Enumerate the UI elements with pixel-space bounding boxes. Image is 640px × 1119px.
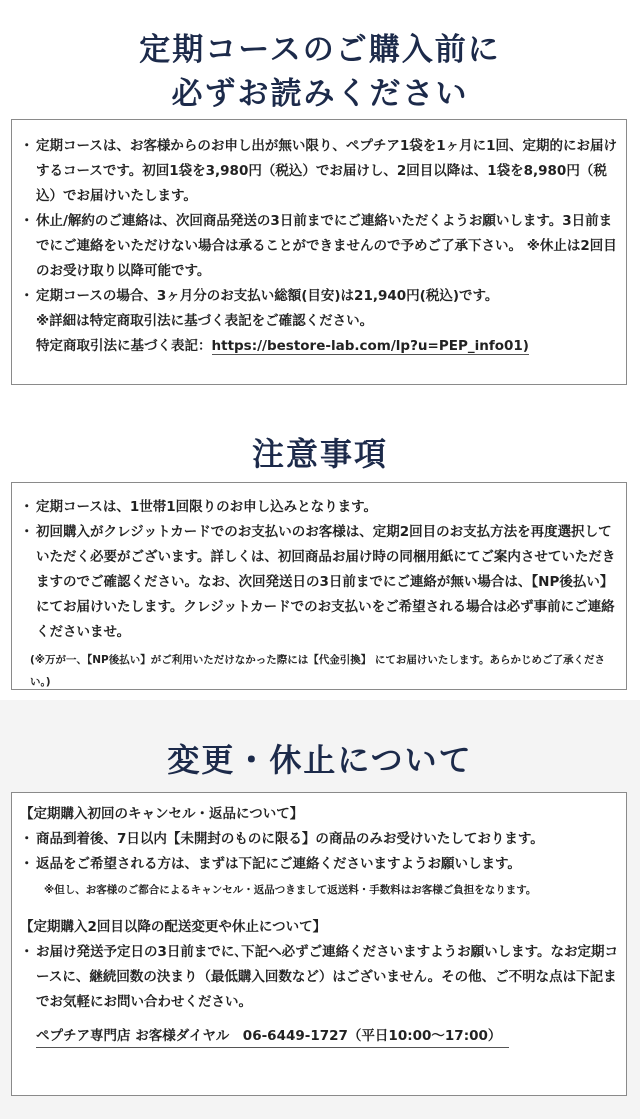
bullet: ・: [20, 831, 34, 847]
section2-box: [11, 482, 627, 690]
section1-box: [11, 119, 627, 385]
bullet: ・: [20, 944, 34, 960]
law-label: 特定商取引法に基づく表記：: [36, 338, 212, 354]
list-item: [20, 284, 620, 309]
section1-title-line1: 定期コースのご購入前に: [139, 32, 501, 68]
list-item: [20, 520, 620, 645]
list-item: [20, 209, 620, 284]
cancel-heading: 【定期購入初回のキャンセル・返品について】: [20, 806, 304, 822]
bullet: ・: [20, 288, 34, 304]
section2-small-note: (※万が一、【NP後払い】がご利用いただけなかった際には【代金引換】 にてお届けいたします。あらかじめご了承ください。): [30, 654, 606, 688]
detail-note: ※詳細は特定商取引法に基づく表記をご確認ください。: [36, 313, 374, 329]
item-text: 定期コースは、お客様からのお申し出が無い限り、ペプチア1袋を1ヶ月に1回、定期的にお届けするコースです。初回1袋を3,980円（税込）でお届けし、2回目以降は、1袋を8,980円（税込）でお届けいたします。: [36, 138, 618, 204]
section1-title: [0, 28, 640, 116]
spacer: [20, 901, 620, 915]
item-text: 休止/解約のご連絡は、次回商品発送の3日前までにご連絡いただくようお願いします。3日前までにご連絡をいただけない場合は承ることができませんので予めご了承下さい。 ※休止は2回目のお受け取り以降可能です。: [36, 213, 617, 279]
law-link[interactable]: https://bestore-lab.com/lp?u=PEP_info01): [211, 338, 529, 354]
item-text: 初回購入がクレジットカードでのお支払いのお客様は、定期2回目のお支払方法を再度選択していただく必要がございます。詳しくは、初回商品お届け時の同梱用紙にてご案内させていただきますのでご確認ください。なお、次回発送日の3日前までにご連絡が無い場合は、【NP後払い】にてお届けいたします。クレジットカードでのお支払いをご希望される場合は必ず事前にご連絡くださいませ。: [36, 524, 616, 640]
item-text: 返品をご希望される方は、まずは下記にご連絡くださいますようお願いします。: [36, 856, 521, 872]
list-item: [20, 940, 620, 1015]
list-item: [20, 134, 620, 209]
list-item: [20, 827, 620, 852]
list-item: [20, 852, 620, 877]
section2-title: 注意事項: [251, 435, 388, 473]
bullet: ・: [20, 213, 34, 229]
section1-title-line2: 必ずお読みください: [171, 76, 469, 112]
bullet: ・: [20, 138, 34, 154]
list-item: [20, 495, 620, 520]
section3-small-note: ※但し、お客様のご都合によるキャンセル・返品つきまして返送料・手数料はお客様ご負担をなります。: [44, 884, 537, 896]
item-text: お届け発送予定日の3日前までに､下記へ必ずご連絡くださいますようお願いします。なお定期コースに、継続回数の決まり（最低購入回数など）はございません。その他、ご不明な点は下記までお気軽にお問い合わせください。: [36, 944, 619, 1010]
law-line: [20, 334, 620, 359]
bullet: ・: [20, 856, 34, 872]
bullet: ・: [20, 524, 34, 540]
section3-box: [11, 792, 627, 1096]
item-text: 商品到着後、7日以内【未開封のものに限る】の商品のみお受けいたしております。: [36, 831, 544, 847]
contact-line[interactable]: ペプチア専門店 お客様ダイヤル 06-6449-1727（平日10:00～17:00）: [36, 1025, 509, 1048]
change-heading: 【定期購入2回目以降の配送変更や休止について】: [20, 919, 327, 935]
bullet: ・: [20, 499, 34, 515]
item-text: 定期コースは、1世帯1回限りのお申し込みとなります。: [36, 499, 378, 515]
section3-title: 変更・休止について: [167, 741, 473, 779]
item-text: 定期コースの場合、3ヶ月分のお支払い総額(目安)は21,940円(税込)です。: [36, 288, 499, 304]
